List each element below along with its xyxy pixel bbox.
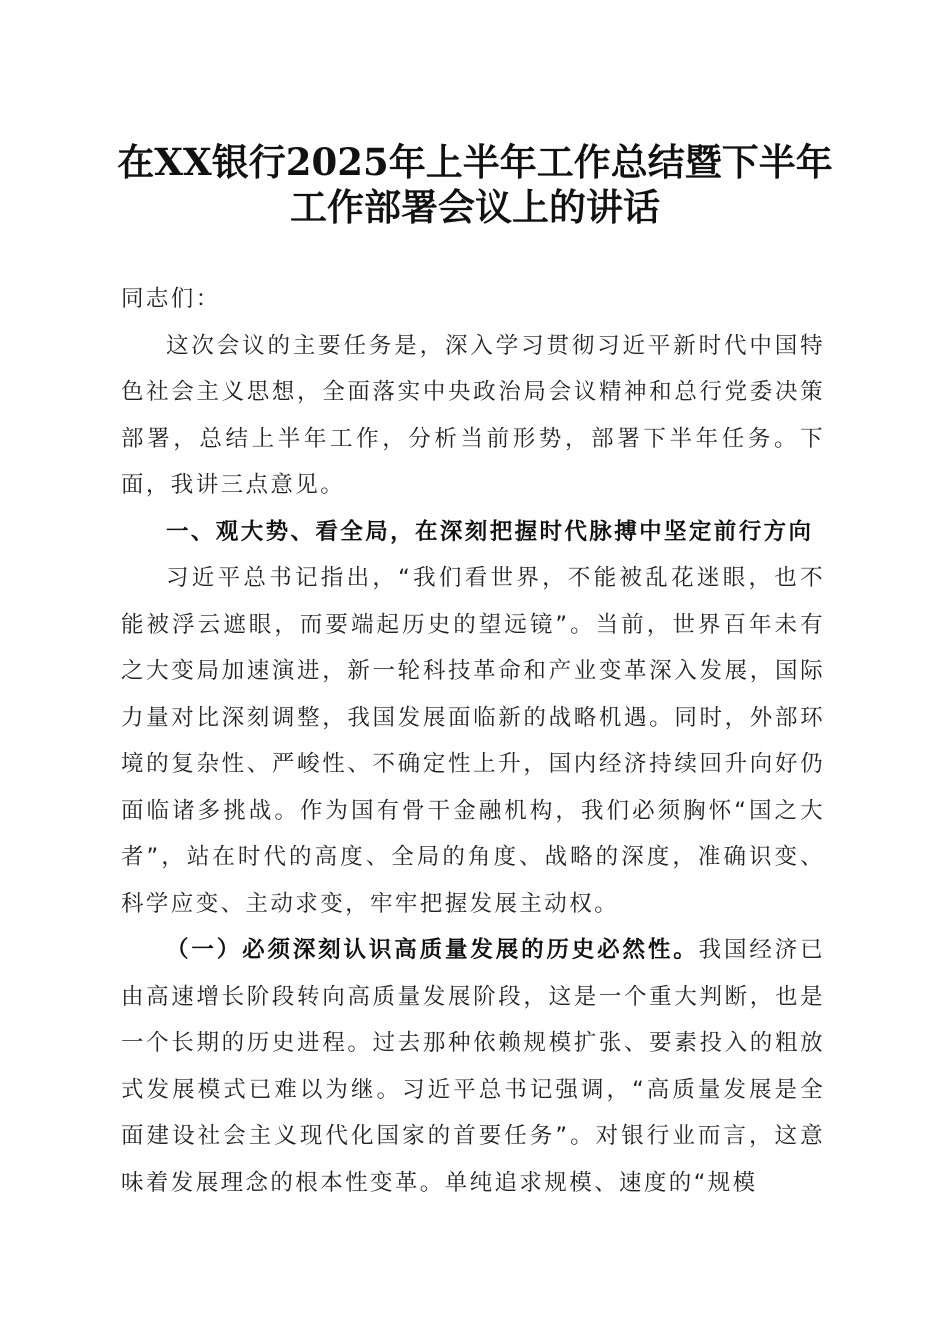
section-1-sub-1-lead: （一）必须深刻认识高质量发展的历史必然性。 [166,937,699,963]
section-1-paragraph: 习近平总书记指出，“我们看世界，不能被乱花迷眼，也不能被浮云遮眼，而要端起历史的望远镜”。当前，世界百年未有之大变局加速演进，新一轮科技革命和产业变革深入发展，国际力量对比深刻调整，我国发展面临新的战略机遇。同时，外部环境的复杂性、严峻性、不确定性上升，国内经济持续回升向好仍面临诸多挑战。作为国有骨干金融机构，我们必须胸怀“国之大者”，站在时代的高度、全局的角度、战略的深度，准确识变、科学应变、主动求变，牢牢把握发展主动权。 [121,565,825,917]
document-title-line-1: 在XX银行2025年上半年工作总结暨下半年 [117,140,833,184]
section-1-sub-1-paragraph [121,927,825,1206]
section-1-heading: 一、观大势、看全局，在深刻把握时代脉搏中坚定前行方向 [166,518,814,545]
document-title-line-2: 工作部署会议上的讲话 [290,185,660,229]
document-body [121,276,825,1206]
section-1-sub-1-text: 我国经济已由高速增长阶段转向高质量发展阶段，这是一个重大判断，也是一个长期的历史进程。过去那种依赖规模扩张、要素投入的粗放式发展模式已难以为继。习近平总书记强调，“高质量发展是全面建设社会主义现代化国家的首要任务”。对银行业而言，这意味着发展理念的根本性变革。单纯追求规模、速度的“规模 [121,937,825,1196]
intro-paragraph: 这次会议的主要任务是，深入学习贯彻习近平新时代中国特色社会主义思想，全面落实中央政治局会议精神和总行党委决策部署，总结上半年工作，分析当前形势，部署下半年任务。下面，我讲三点意见。 [121,332,825,498]
salutation: 同志们： [121,286,221,312]
